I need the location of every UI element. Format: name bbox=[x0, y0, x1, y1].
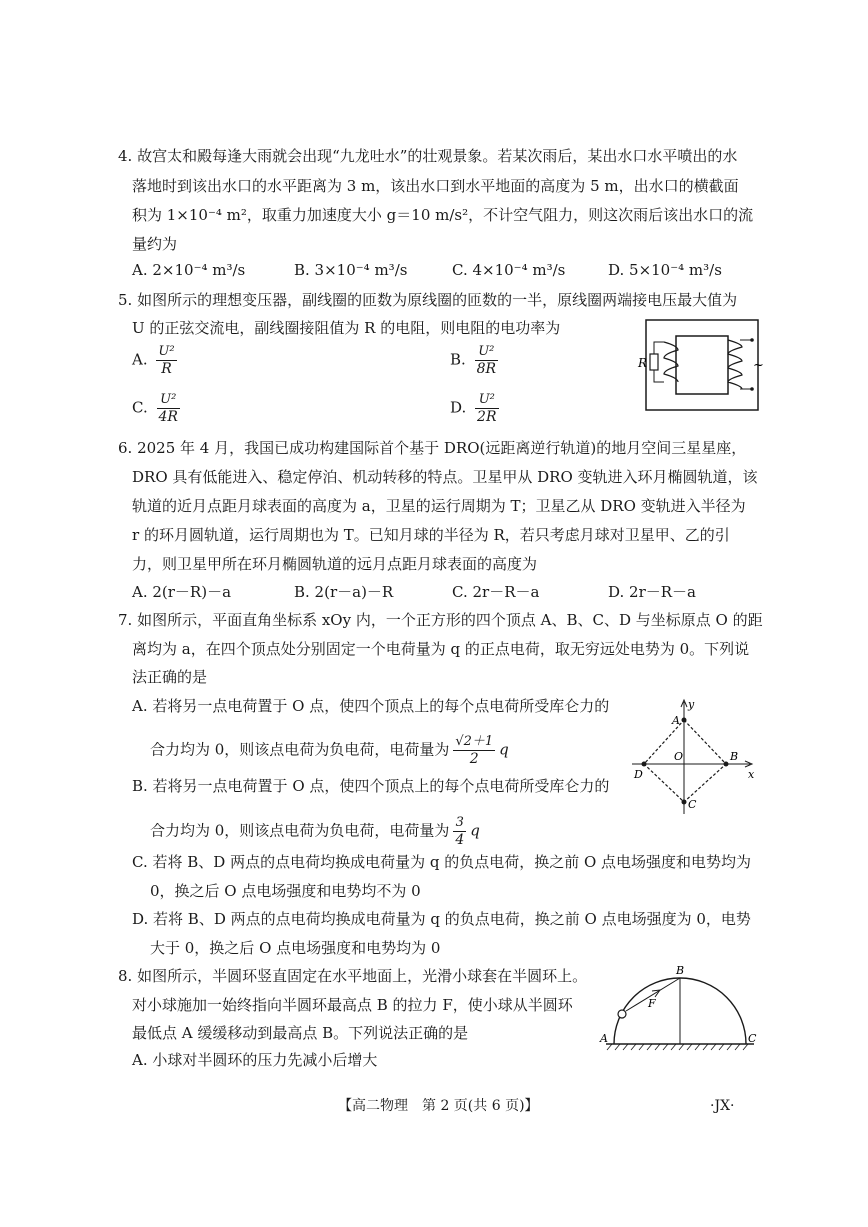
q4-line-4: 量约为 bbox=[132, 235, 178, 253]
q7-option-b-fraction: $\frac{3}{4}$ bbox=[455, 815, 465, 848]
page-footer-label: 【高二物理 第 2 页(共 6 页)】 bbox=[338, 1098, 539, 1114]
q7-option-c-line-1: C. 若将 B、D 两点的点电荷均换成电荷量为 q 的负点电荷，换之前 O 点电场强度和电势均为 bbox=[132, 853, 752, 871]
q7-option-d-line-2: 大于 0，换之后 O 点电场强度和电势均为 0 bbox=[150, 939, 441, 957]
q5-option-d-label: D. bbox=[450, 398, 467, 417]
square bbox=[644, 720, 726, 802]
small-ball bbox=[618, 1010, 626, 1018]
q5-option-a-label: A. bbox=[132, 350, 148, 369]
q7-option-a-q: q bbox=[499, 740, 509, 759]
q7-option-b-q: q bbox=[470, 821, 480, 840]
q7-option-d-line-1: D. 若将 B、D 两点的点电荷均换成电荷量为 q 的负点电荷，换之前 O 点电场强度为 0，电势 bbox=[132, 910, 751, 928]
ground-hatching bbox=[607, 1044, 748, 1050]
q6-option-d: D. 2r－R－a bbox=[608, 583, 696, 601]
q7-line-1: 7. 如图所示，平面直角坐标系 xOy 内，一个正方形的四个顶点 A、B、C、D 与坐标原点 O 的距 bbox=[118, 611, 763, 629]
resistor bbox=[650, 354, 658, 370]
charge-b bbox=[724, 762, 729, 767]
point-d-label: D bbox=[634, 768, 643, 781]
q7-option-a-text: 合力均为 0，则该点电荷为负电荷，电荷量为 bbox=[150, 740, 450, 759]
q5-option-b-label: B. bbox=[450, 350, 466, 369]
point-a-label: A bbox=[672, 714, 680, 727]
point-b-label: B bbox=[730, 750, 739, 763]
force-label: F bbox=[648, 997, 656, 1010]
q4-option-c: C. 4×10⁻⁴ m³/s bbox=[452, 261, 566, 279]
q5-option-c-fraction: $\frac{\text{U²}}{4R}$ bbox=[158, 392, 178, 425]
q5-option-c bbox=[132, 392, 184, 425]
q7-line-3: 法正确的是 bbox=[132, 668, 208, 686]
q8-line-2: 对小球施加一始终指向半圆环最高点 B 的拉力 F，使小球从半圆环 bbox=[132, 996, 573, 1014]
transformer-core-inner bbox=[676, 336, 728, 394]
q8-option-a: A. 小球对半圆环的压力先减小后增大 bbox=[132, 1051, 378, 1069]
resistor-label: R bbox=[638, 356, 648, 370]
q7-line-2: 离均为 a，在四个顶点处分别固定一个电荷量为 q 的正点电荷，取无穷远处电势为 0。下列说 bbox=[132, 640, 750, 658]
q6-line-5: 力，则卫星甲所在环月椭圆轨道的远月点距月球表面的高度为 bbox=[132, 555, 538, 573]
transformer-figure bbox=[636, 314, 768, 414]
semicircle-ring-figure bbox=[596, 962, 766, 1056]
x-axis-label: x bbox=[748, 768, 755, 781]
charge-c bbox=[682, 800, 687, 805]
q5-line-2: U 的正弦交流电，副线圈接阻值为 R 的电阻，则电阻的电功率为 bbox=[132, 319, 561, 337]
q7-option-b-line-1: B. 若将另一点电荷置于 O 点，使四个顶点上的每个点电荷所受库仑力的 bbox=[132, 777, 610, 795]
point-c-label: C bbox=[688, 798, 697, 811]
q5-line-1: 5. 如图所示的理想变压器，副线圈的匝数为原线圈的匝数的一半，原线圈两端接电压最大值为 bbox=[118, 291, 738, 309]
q8-line-1: 8. 如图所示，半圆环竖直固定在水平地面上，光滑小球套在半圆环上。 bbox=[118, 967, 588, 985]
q5-option-c-label: C. bbox=[132, 398, 148, 417]
q6-option-c: C. 2r－R－a bbox=[452, 583, 540, 601]
origin-label: O bbox=[674, 750, 684, 763]
transformer-core-outer bbox=[646, 320, 758, 410]
q7-option-a-fraction: $\frac{√2+1}{2}$ bbox=[455, 734, 494, 767]
force-arrow bbox=[652, 990, 660, 997]
q6-line-3: 轨道的近月点距月球表面的高度为 a，卫星的运行周期为 T；卫星乙从 DRO 变轨进入半径为 bbox=[132, 497, 746, 515]
q4-line-3: 积为 1×10⁻⁴ m²，取重力加速度大小 g＝10 m/s²，不计空气阻力，则这次雨后该出水口的流 bbox=[132, 206, 754, 224]
q7-option-a-line-1: A. 若将另一点电荷置于 O 点，使四个顶点上的每个点电荷所受库仑力的 bbox=[132, 697, 610, 715]
q5-option-a bbox=[132, 344, 181, 377]
q5-option-d bbox=[450, 392, 503, 425]
point-b-label: B bbox=[676, 964, 685, 977]
primary-coil bbox=[728, 340, 742, 389]
page-footer-code: ·JX· bbox=[710, 1098, 735, 1114]
charge-a bbox=[682, 718, 687, 723]
q7-option-b-text: 合力均为 0，则该点电荷为负电荷，电荷量为 bbox=[150, 821, 450, 840]
q7-option-c-line-2: 0，换之后 O 点电场强度和电势均不为 0 bbox=[150, 882, 421, 900]
q5-option-a-fraction: $\frac{\text{U²}}{R}$ bbox=[158, 344, 175, 377]
y-axis-label: y bbox=[688, 698, 695, 711]
q5-option-b bbox=[450, 344, 502, 377]
q4-option-b: B. 3×10⁻⁴ m³/s bbox=[294, 261, 408, 279]
q6-line-2: DRO 具有低能进入、稳定停泊、机动转移的特点。卫星甲从 DRO 变轨进入环月椭圆轨道，该 bbox=[132, 468, 758, 486]
q4-option-d: D. 5×10⁻⁴ m³/s bbox=[608, 261, 722, 279]
q4-line-2: 落地时到该出水口的水平距离为 3 m，该出水口到水平地面的高度为 5 m，出水口的横截面 bbox=[132, 177, 739, 195]
q7-option-a-line-2 bbox=[150, 734, 509, 767]
q7-option-b-line-2 bbox=[150, 815, 480, 848]
point-a-label: A bbox=[600, 1032, 608, 1045]
square-charges-figure bbox=[624, 696, 760, 818]
q4-option-a: A. 2×10⁻⁴ m³/s bbox=[132, 261, 246, 279]
point-c-label: C bbox=[748, 1032, 757, 1045]
q6-option-a: A. 2(r－R)－a bbox=[132, 583, 232, 601]
q5-option-d-fraction: $\frac{\text{U²}}{2R}$ bbox=[477, 392, 497, 425]
q4-line-1: 4. 故宫太和殿每逢大雨就会出现“九龙吐水”的壮观景象。若某次雨后，某出水口水平喷出的水 bbox=[118, 147, 738, 165]
ac-source-symbol: ~ bbox=[753, 358, 764, 373]
q8-line-3: 最低点 A 缓缓移动到最高点 B。下列说法正确的是 bbox=[132, 1024, 469, 1042]
q6-option-b: B. 2(r－a)－R bbox=[294, 583, 394, 601]
q6-line-4: r 的环月圆轨道，运行周期也为 T。已知月球的半径为 R，若只考虑月球对卫星甲、乙的引 bbox=[132, 526, 730, 544]
charge-d bbox=[642, 762, 647, 767]
q6-line-1: 6. 2025 年 4 月，我国已成功构建国际首个基于 DRO(远距离逆行轨道)的地月空间三星星座， bbox=[118, 439, 747, 457]
q5-option-b-fraction: $\frac{\text{U²}}{8R}$ bbox=[476, 344, 497, 377]
